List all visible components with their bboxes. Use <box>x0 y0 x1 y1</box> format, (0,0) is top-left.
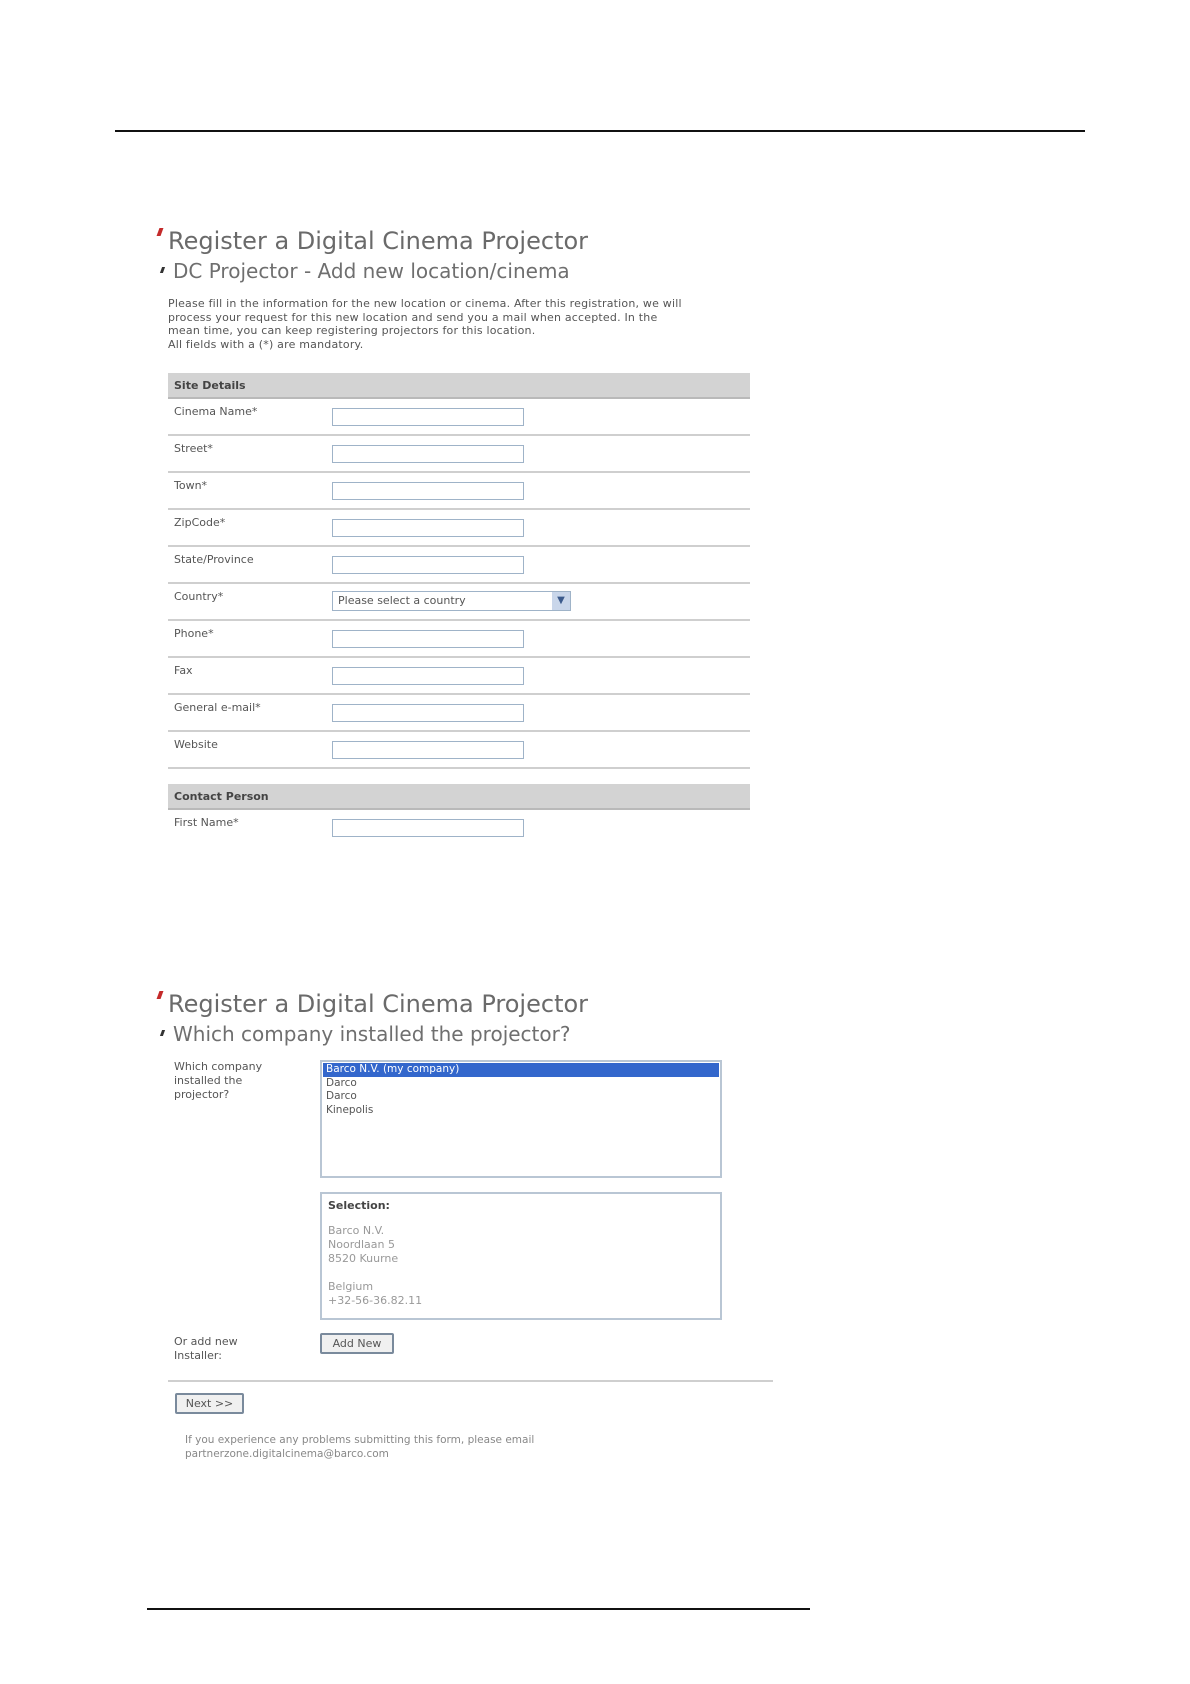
installer-list-label <box>174 1060 262 1102</box>
form-row-cinema-name <box>168 399 750 436</box>
country-select[interactable] <box>332 591 571 611</box>
field-label: Country* <box>174 590 224 603</box>
form-row-town <box>168 473 750 510</box>
chevron-down-icon[interactable]: ▼ <box>552 592 570 610</box>
list-option[interactable]: Kinepolis <box>326 1103 374 1116</box>
general-email-input[interactable] <box>332 704 524 722</box>
field-label: Website <box>174 738 218 751</box>
label-line: Installer: <box>174 1349 222 1362</box>
field-label: Street* <box>174 442 213 455</box>
help-footnote <box>185 1433 605 1461</box>
support-email-link[interactable]: partnerzone.digitalcinema@barco.com <box>185 1448 389 1460</box>
phone-input[interactable] <box>332 630 524 648</box>
page-title-row <box>155 225 755 257</box>
field-label: Cinema Name* <box>174 405 258 418</box>
page-subtitle-row <box>155 257 755 285</box>
selection-details-box <box>320 1192 722 1320</box>
page-title-row <box>155 988 755 1020</box>
selection-line: Barco N.V. <box>328 1224 385 1237</box>
first-name-input[interactable] <box>332 819 524 837</box>
state-province-input[interactable] <box>332 556 524 574</box>
field-label: State/Province <box>174 553 254 566</box>
field-label: First Name* <box>174 816 239 829</box>
title-bullet-icon <box>157 991 164 999</box>
label-line: projector? <box>174 1088 230 1101</box>
next-button[interactable]: Next >> <box>175 1393 244 1414</box>
installer-selection-screenshot <box>155 988 755 1458</box>
form-row-fax <box>168 658 750 695</box>
form-row-country <box>168 584 750 621</box>
field-label: ZipCode* <box>174 516 226 529</box>
form-row-zipcode <box>168 510 750 547</box>
add-new-button[interactable]: Add New <box>320 1333 394 1354</box>
selection-line: +32-56-36.82.11 <box>328 1294 423 1307</box>
title-bullet-icon <box>157 228 164 236</box>
form-row-phone <box>168 621 750 658</box>
form-row-general-email <box>168 695 750 732</box>
page-top-rule <box>115 130 1085 132</box>
subtitle-bullet-icon <box>160 267 165 273</box>
site-details-table <box>168 399 750 769</box>
label-line: Which company <box>174 1060 263 1073</box>
page-subtitle: Which company installed the projector? <box>173 1022 571 1046</box>
website-input[interactable] <box>332 741 524 759</box>
field-label: Town* <box>174 479 208 492</box>
selection-line: Belgium <box>328 1280 374 1293</box>
town-input[interactable] <box>332 482 524 500</box>
field-label: General e-mail* <box>174 701 261 714</box>
label-line: Or add new <box>174 1335 238 1348</box>
selection-line: 8520 Kuurne <box>328 1252 399 1265</box>
form-row-website <box>168 732 750 769</box>
street-input[interactable] <box>332 445 524 463</box>
installer-listbox[interactable] <box>320 1060 722 1178</box>
footnote-line: If you experience any problems submitting this form, please email <box>185 1434 535 1446</box>
contact-person-header: Contact Person <box>168 784 750 810</box>
list-option[interactable]: Darco <box>326 1076 357 1089</box>
form-row-state-province <box>168 547 750 584</box>
subtitle-bullet-icon <box>160 1030 165 1036</box>
form-row-first-name <box>168 810 750 847</box>
intro-line: mean time, you can keep registering projectors for this location. <box>168 324 536 337</box>
selection-line: Noordlaan 5 <box>328 1238 396 1251</box>
site-details-header: Site Details <box>168 373 750 399</box>
field-label: Phone* <box>174 627 214 640</box>
intro-text <box>168 297 750 351</box>
country-select-value: Please select a country <box>338 594 466 607</box>
selection-line <box>328 1266 714 1280</box>
list-option[interactable]: Darco <box>326 1090 357 1102</box>
add-installer-label <box>174 1335 238 1363</box>
cinema-name-input[interactable] <box>332 408 524 426</box>
page-subtitle-row <box>155 1020 755 1048</box>
page-subtitle: DC Projector - Add new location/cinema <box>173 259 570 283</box>
field-label: Fax <box>174 664 193 677</box>
intro-line: Please fill in the information for the new location or cinema. After this registration, we will <box>168 297 682 310</box>
form-row-street <box>168 436 750 473</box>
fax-input[interactable] <box>332 667 524 685</box>
selection-header: Selection: <box>328 1199 390 1212</box>
add-location-form-screenshot <box>155 225 755 847</box>
zipcode-input[interactable] <box>332 519 524 537</box>
list-option[interactable]: Barco N.V. (my company) <box>323 1063 719 1077</box>
page-bottom-rule <box>147 1608 810 1610</box>
page-title: Register a Digital Cinema Projector <box>168 990 589 1018</box>
page-title: Register a Digital Cinema Projector <box>168 227 589 255</box>
intro-line: process your request for this new location and send you a mail when accepted. In the <box>168 310 658 324</box>
form-divider <box>168 1380 773 1382</box>
label-line: installed the <box>174 1074 243 1087</box>
contact-person-table <box>168 810 750 847</box>
intro-line: All fields with a (*) are mandatory. <box>168 337 364 351</box>
